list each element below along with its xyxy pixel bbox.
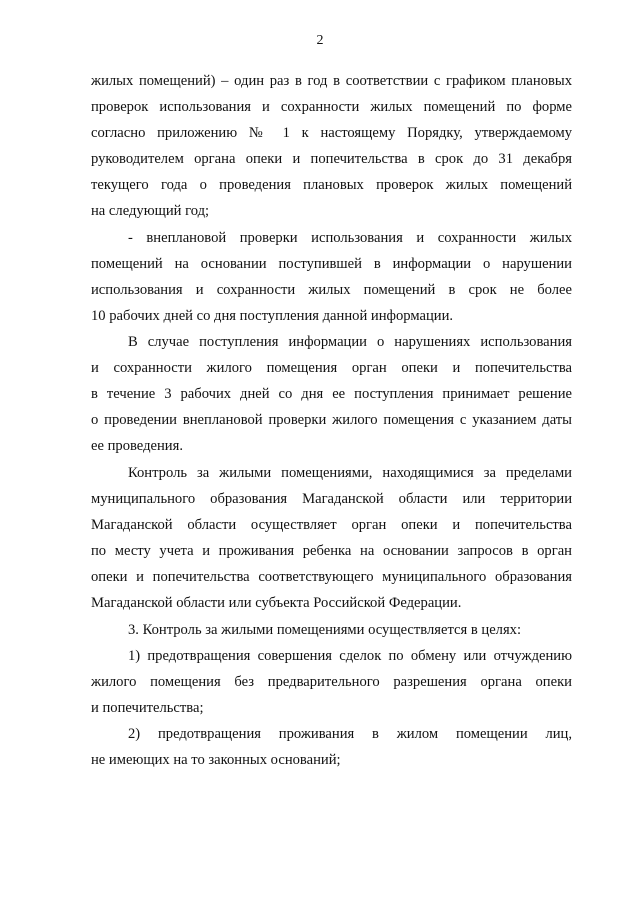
text-line: жилых помещений) – один раз в год в соответствии с графиком плановых	[91, 73, 572, 89]
text-line: не имеющих на то законных оснований;	[91, 752, 341, 768]
text-line: на следующий год;	[91, 203, 210, 219]
text-line: 2) предотвращения проживания в жилом помещении лиц,	[128, 726, 572, 742]
text-line: Магаданской области осуществляет орган опеки и попечительства	[91, 517, 572, 533]
text-line: по месту учета и проживания ребенка на основании запросов в орган	[91, 543, 572, 559]
text-line: муниципального образования Магаданской области или территории	[91, 491, 572, 507]
text-line: текущего года о проведения плановых проверок жилых помещений	[91, 177, 572, 193]
text-line: опеки и попечительства соответствующего муниципального образования	[91, 569, 572, 585]
page-number: 2	[316, 33, 324, 48]
text-line: ее проведения.	[91, 438, 183, 454]
text-line: В случае поступления информации о нарушениях использования	[128, 334, 572, 350]
text-line: 3. Контроль за жилыми помещениями осуществляется в целях:	[128, 622, 522, 638]
text-line: в течение 3 рабочих дней со дня ее поступления принимает решение	[91, 386, 572, 402]
text-line: 1) предотвращения совершения сделок по обмену или отчуждению	[128, 648, 572, 664]
text-line: согласно приложению № 1 к настоящему Порядку, утверждаемому	[91, 125, 572, 141]
text-line: и сохранности жилого помещения орган опеки и попечительства	[91, 360, 572, 376]
text-line: Магаданской области или субъекта Российской Федерации.	[91, 595, 462, 611]
text-line: - внеплановой проверки использования и сохранности жилых	[128, 230, 572, 246]
text-line: помещений на основании поступившей в информации о нарушении	[91, 256, 572, 272]
text-line: руководителем органа опеки и попечительства в срок до 31 декабря	[91, 151, 572, 167]
text-line: и попечительства;	[91, 700, 204, 716]
text-line: жилого помещения без предварительного разрешения органа опеки	[91, 674, 572, 690]
text-line: Контроль за жилыми помещениями, находящимися за пределами	[128, 465, 572, 481]
text-line: проверок использования и сохранности жилых помещений по форме	[91, 99, 572, 115]
text-line: использования и сохранности жилых помещений в срок не более	[91, 282, 572, 298]
text-line: о проведении внеплановой проверки жилого помещения с указанием даты	[91, 412, 572, 428]
text-line: 10 рабочих дней со дня поступления данной информации.	[91, 308, 454, 324]
